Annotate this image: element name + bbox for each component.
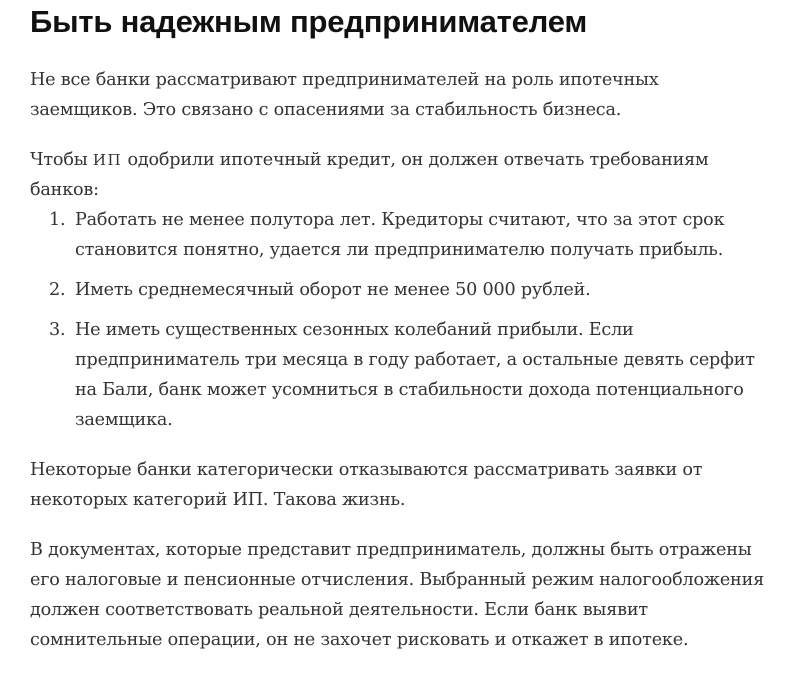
list-item-text: Иметь среднемесячный оборот не менее 50 000 рублей.: [75, 280, 591, 300]
requirements-list: [30, 205, 770, 435]
list-item-number: 3.: [49, 320, 66, 340]
refusal-paragraph: Некоторые банки категорически отказываются рассматривать заявки от некоторых категорий ИП. Такова жизнь.: [30, 460, 703, 510]
abbreviation-ip: ИП: [92, 151, 123, 169]
list-item-number: 1.: [49, 210, 66, 230]
requirements-paragraph: [30, 145, 770, 205]
list-item-text: Работать не менее полутора лет. Кредиторы считают, что за этот срок становится понятно, удается ли предпринимателю получать прибыль.: [75, 210, 725, 260]
list-item-number: 2.: [49, 280, 66, 300]
list-item: [30, 205, 770, 265]
list-item-text: Не иметь существенных сезонных колебаний прибыли. Если предприниматель три месяца в году работает, а остальные девять серфит на Бали, банк может усомниться в стабильности дохода потенциального заемщика.: [75, 320, 755, 430]
requirements-text-end: одобрили ипотечный кредит, он должен отвечать требованиям банков:: [30, 150, 709, 200]
section-heading: Быть надежным предпринимателем: [30, 4, 588, 39]
list-item: [30, 315, 770, 435]
documents-paragraph: В документах, которые представит предприниматель, должны быть отражены его налоговые и пенсионные отчисления. Выбранный режим налогообложения должен соответствовать реальной деятельности. Если банк выявит сомнительные операции, он не захочет рисковать и откажет в ипотеке.: [30, 540, 765, 650]
requirements-text-start: Чтобы: [30, 150, 93, 170]
article-body: [30, 0, 770, 655]
list-item: [30, 275, 770, 305]
intro-paragraph: Не все банки рассматривают предпринимателей на роль ипотечных заемщиков. Это связано с опасениями за стабильность бизнеса.: [30, 70, 659, 120]
